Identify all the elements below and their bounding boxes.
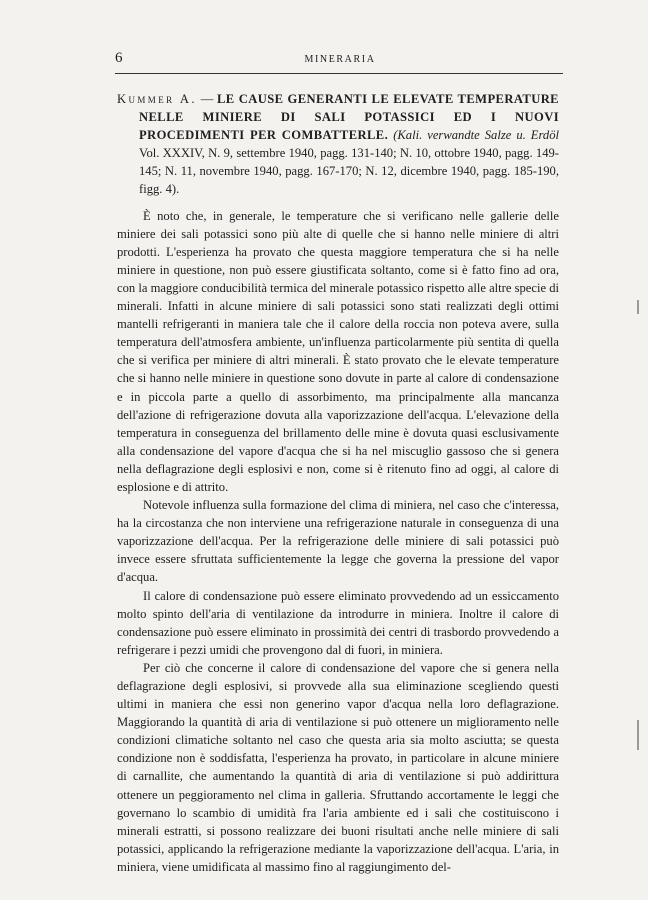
reference-title: LE CAUSE GENERANTI LE ELEVATE TEMPERATURE NELLE MINIERE DI SALI POTASSICI ED I NUOVI PROCEDIMENTI PER COMBATTERLE. [139, 92, 559, 143]
paragraph: Notevole influenza sulla formazione del clima di miniera, nel caso che c'interessa, ha la circostanza che non interviene una refrigerazione naturale in conseguenza di una vaporizzazione dell'acqua. Per la refrigerazione delle miniere di sali potassici può invece essere sfruttata sufficientemente la legge che governa la pressione del vapor d'acqua. [117, 498, 559, 585]
running-head: MINERARIA [304, 54, 376, 65]
page-header [115, 50, 565, 70]
paragraph: Per ciò che concerne il calore di condensazione del vapore che si genera nella deflagrazione degli esplosivi, si provvede alla sua eliminazione scegliendo questi ultimi in maniera che essi non generino vapor d'acqua nella loro deflagrazione. Maggiorando la quantità di aria di ventilazione si può ottenere un miglioramento nelle condizioni climatiche soltanto nel caso che questa aria sia molto asciutta; se questa condizione non è soddisfatta, l'esperienza ha provato, in particolare in alcune miniere di carnallite, che aumentando la quantità di aria di ventilazione si può addirittura ottenere un peggioramento nel clima in galleria. Sfruttando accortamente le leggi che governano lo scambio di umidità fra l'aria ambiente ed i sali che costituiscono i minerali estratti, si possono realizzare dei buoni risultati anche nelle miniere di sali potassici, applicando la refrigerazione mediante la vaporizzazione dell'acqua. L'aria, in miniera, viene umidificata al massimo fino al raggiungimento del- [117, 660, 559, 874]
header-rule [115, 73, 563, 74]
scan-edge-mark [637, 720, 639, 750]
page-number: 6 [115, 50, 123, 66]
body-text [117, 90, 559, 876]
scan-edge-mark [637, 300, 639, 314]
bibliographic-reference [117, 90, 559, 199]
reference-dash: — [196, 92, 217, 106]
paragraph: È noto che, in generale, le temperature che si verificano nelle gallerie delle miniere dei sali potassici sono più alte di quelle che si hanno nelle miniere di altri prodotti. L'esperienza ha provato che questa maggiore temperatura che si ha nelle miniere in questione, non può essere giustificata soltanto, come si è fatto fino ad ora, con la maggiore conducibilità termica del minerale potassico rispetto alle altre specie di minerali. Infatti in alcune miniere di sali potassici sono stati realizzati degli ottimi mantelli refrigeranti in maniera tale che il calore della roccia non poteva avere, sulla temperatura dell'atmosfera ambiente, un'influenza particolarmente più sentita di quella che si verifica per miniere di altri minerali. È stato provato che le elevate temperature che si hanno nelle miniere in questione sono dovute in parte al calore di condensazione e in piccola parte a quello di assorbimento, ma principalmente alla mancanza dell'azione di refrigerazione dovuta alla vaporizzazione dell'acqua. L'elevazione della temperatura in conseguenza del brillamento delle mine è dovuta quasi esclusivamente alla condensazione del vapore d'acqua che si ha nel miscuglio gassoso che si genera nella deflagrazione degli esplosivi e non, come si è ritenuto fino ad oggi, al calore di esplosione e di attrito. [117, 208, 560, 494]
reference-source: (Kali. verwandte Salze u. Erdöl [393, 128, 560, 143]
reference-author: Kummer A. [117, 92, 197, 106]
reference-details: Vol. XXXIV, N. 9, settembre 1940, pagg. 131-140; N. 10, ottobre 1940, pagg. 149-145; N. 11, novembre 1940, pagg. 167-170; N. 12, dicembre 1940, pagg. 185-190, figg. 4). [139, 146, 559, 197]
paragraph: Il calore di condensazione può essere eliminato provvedendo ad un essiccamento molto spinto dell'aria di ventilazione da introdurre in miniera. Inoltre il calore di condensazione può essere eliminato in prossimità dei centri di trasbordo provvedendo a refrigerare i pezzi umidi che provengono dal di fuori, in miniera. [117, 588, 559, 657]
